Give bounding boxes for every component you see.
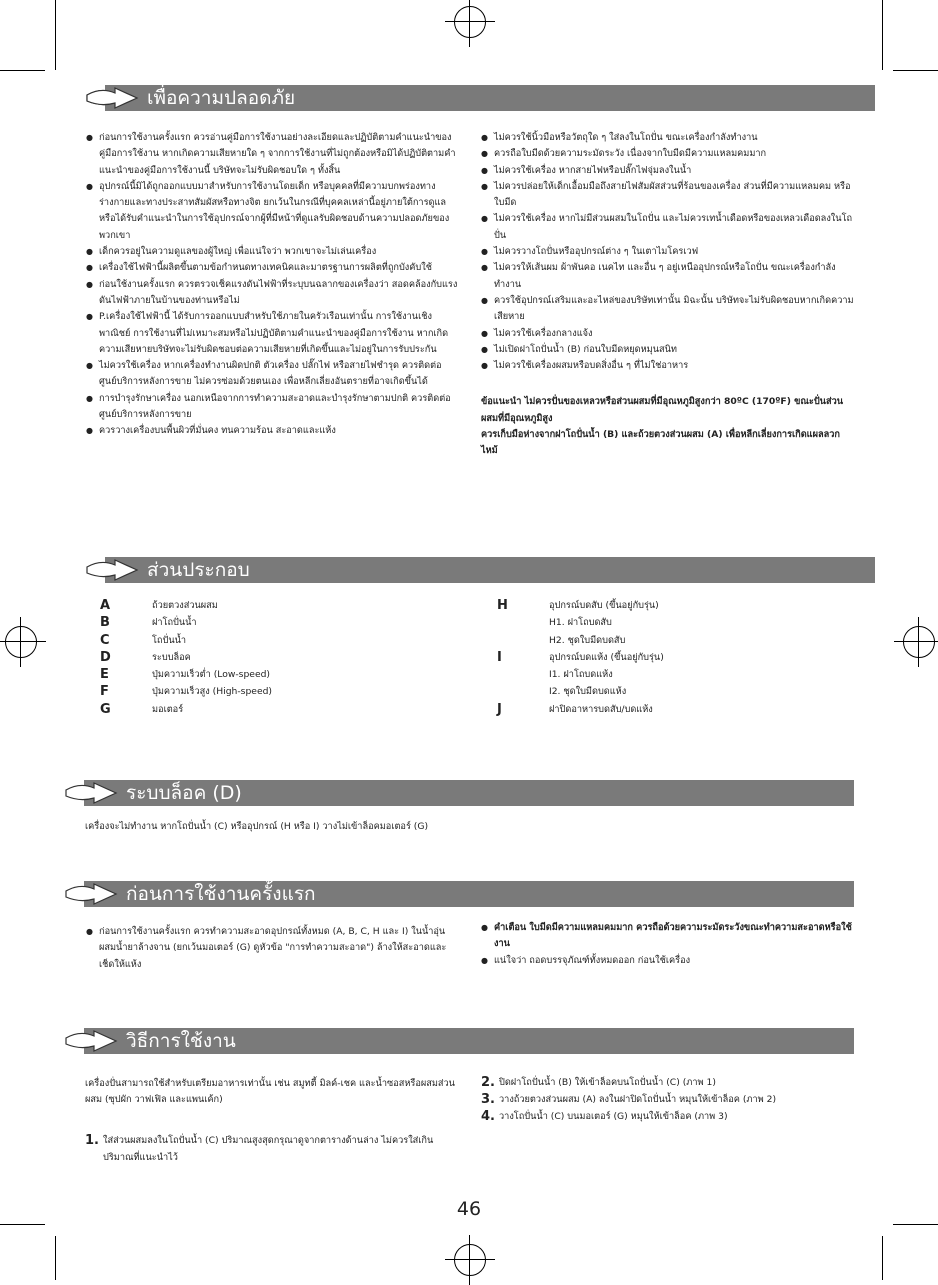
part-letter: D — [100, 649, 111, 665]
bullet-item: ● ควรใช้อุปกรณ์เสริมและอะไหล่ของบริษัทเท่านั้น มิฉะนั้น บริษัทจะไม่รับผิดชอบหากเกิดความเสียหาย — [481, 293, 854, 326]
bullet-item: ● ไม่ควรใช้เครื่องกลางแจ้ง — [481, 326, 854, 342]
bullet-item: ● ไม่เปิดฝาโถปั่นน้ำ (B) ก่อนใบมีดหยุดหมุนสนิท — [481, 342, 854, 358]
part-item — [100, 666, 440, 683]
part-item — [100, 597, 440, 614]
arrow-icon — [85, 85, 141, 111]
part-item — [100, 632, 440, 649]
section-title: วิธีการใช้งาน — [126, 1030, 236, 1052]
bullet-item: ● ไม่ควรใช้นิ้วมือหรือวัตถุใด ๆ ใส่ลงในโถปั่น ขณะเครื่องกำลังทำงาน — [481, 130, 854, 146]
part-letter: B — [100, 615, 110, 631]
section-title: เพื่อความปลอดภัย — [147, 87, 296, 109]
part-label: ถ้วยตวงส่วนผสม — [152, 600, 218, 611]
registration-mark — [454, 6, 486, 38]
part-letter: A — [100, 598, 111, 613]
bullet-item: ● ไม่ควรใช้เครื่องผสมหรือบดสิ่งอื่น ๆ ที่ไม่ใช่อาหาร — [481, 358, 854, 374]
safety-right-column — [481, 130, 854, 460]
part-item — [100, 683, 440, 700]
crop-mark — [882, 0, 883, 70]
part-item-j: J ฝาปิดอาหารบดสับ/บดแห้ง — [497, 701, 653, 717]
step-number: 1. — [85, 1133, 99, 1148]
warning-item: ● คำเตือน ใบมีดมีความแหลมคมมาก ควรถือด้วยความระมัดระวังขณะทำความสะอาดหรือใช้งาน — [481, 920, 854, 953]
section-title: ระบบล็อค (D) — [126, 782, 242, 804]
bullet-item: ● ก่อนการใช้งานครั้งแรก ควรทำความสะอาดอุปกรณ์ทั้งหมด (A, B, C, H และ I) ในน้ำอุ่นผสมน้ำยาล้างจาน (ยกเว้นมอเตอร์ (G) ดูหัวข้อ "การทำความสะอาด") ล้างให้สะอาดและเช็ดให้แห้ง — [86, 924, 458, 973]
bullet-item: ● การบำรุงรักษาเครื่อง นอกเหนือจากการทำความสะอาดและบำรุงรักษาตามปกติ ควรติดต่อศูนย์บริการหลังการขาย — [86, 391, 458, 424]
part-label: ปุ่มความเร็วต่ำ (Low-speed) — [152, 669, 271, 681]
bullet-item: ● ก่อนใช้งานครั้งแรก ควรตรวจเช็คแรงดันไฟฟ้าที่ระบุบนฉลากของเครื่องว่า สอดคล้องกับแรงดันไฟฟ้าภายในบ้านของท่านหรือไม่ — [86, 277, 458, 310]
bullet-item: ● ไม่ควรวางโถปั่นหรืออุปกรณ์ต่าง ๆ ในเตาไมโครเวฟ — [481, 244, 854, 260]
part-item — [100, 649, 440, 666]
bullet-item: ● เครื่องใช้ไฟฟ้านี้ผลิตขึ้นตามข้อกำหนดทางเทคนิคและมาตรฐานการผลิตที่ถูกบังคับใช้ — [86, 260, 458, 276]
parts-left-list — [100, 597, 440, 718]
part-item-h: H อุปกรณ์บดสับ (ขึ้นอยู่กับรุ่น) — [497, 598, 659, 613]
step-number: 2. — [481, 1075, 495, 1090]
bullet-item: ● P.เครื่องใช้ไฟฟ้านี้ ได้รับการออกแบบสำหรับใช้ภายในครัวเรือนเท่านั้น การใช้งานเชิงพาณิชย์ การใช้งานที่ไม่เหมาะสมหรือไม่ปฏิบัติตามคำแนะนำของคู่มือการใช้งาน หากเกิดความเสียหายบริษัทจะไม่รับผิดชอบต่อความเสียหายที่เกิดขึ้นและไม่อยู่ในการรับประกัน — [86, 309, 458, 358]
section-header-safety — [85, 85, 875, 111]
section-header-lock — [64, 780, 854, 806]
crop-mark — [0, 1224, 45, 1225]
part-sub-item: I2. ชุดใบมีดบดแห้ง — [549, 686, 627, 698]
part-sub-item: I1. ฝาโถบดแห้ง — [549, 669, 613, 681]
page-number: 46 — [456, 1198, 482, 1220]
part-label: ระบบล็อค — [152, 651, 191, 663]
bullet-item: ● ไม่ควรปล่อยให้เด็กเอื้อมมือถึงสายไฟสัมผัสส่วนที่ร้อนของเครื่อง ส่วนที่มีความแหลมคม หรือใบมีด — [481, 179, 854, 212]
part-item — [100, 614, 440, 631]
section-header-usage — [64, 1028, 854, 1054]
step-text: ปิดฝาโถปั่นน้ำ (B) ให้เข้าล็อคบนโถปั่นน้ำ (C) (ภาพ 1) — [499, 1077, 716, 1088]
bullet-item: ● แน่ใจว่า ถอดบรรจุภัณฑ์ทั้งหมดออก ก่อนใช้เครื่อง — [481, 953, 854, 969]
parts-right-list — [497, 597, 837, 718]
step-number: 3. — [481, 1092, 495, 1107]
before-right-column — [481, 920, 854, 969]
crop-mark — [882, 1236, 883, 1280]
arrow-icon — [64, 780, 120, 806]
usage-step — [481, 1074, 861, 1091]
usage-step — [85, 1132, 458, 1166]
section-header-before — [64, 881, 854, 907]
arrow-icon — [85, 557, 141, 583]
part-letter: G — [100, 701, 111, 717]
section-title: ก่อนการใช้งานครั้งแรก — [126, 883, 316, 905]
bullet-item: ● ไม่ควรใช้เครื่อง หากไม่มีส่วนผสมในโถปั่น และไม่ควรเทน้ำเดือดหรือของเหลวเดือดลงในโถปั่น — [481, 211, 854, 244]
registration-mark — [903, 626, 935, 658]
part-letter: C — [100, 632, 110, 648]
safety-left-column — [86, 130, 458, 440]
usage-step — [481, 1091, 861, 1108]
usage-steps-right — [481, 1074, 861, 1125]
crop-mark — [55, 1236, 56, 1280]
lock-text: เครื่องจะไม่ทำงาน หากโถปั่นน้ำ (C) หรืออุปกรณ์ (H หรือ I) วางไม่เข้าล็อคมอเตอร์ (G) — [85, 821, 429, 832]
crop-mark — [893, 70, 938, 71]
bullet-item: ● อุปกรณ์นี้มิได้ถูกออกแบบมาสำหรับการใช้งานโดยเด็ก หรือบุคคลที่มีความบกพร่องทางร่างกายและทางประสาทสัมผัสหรือทางจิต ยกเว้นในกรณีที่บุคคลเหล่านี้อยู่ภายใต้การดูแลหรือได้รับคำแนะนำในการใช้อุปกรณ์จากผู้ที่มีหน้าที่ดูแลรับผิดชอบด้านความปลอดภัยของพวกเขา — [86, 179, 458, 244]
usage-step — [481, 1108, 861, 1125]
part-item-i: I อุปกรณ์บดแห้ง (ขึ้นอยู่กับรุ่น) — [497, 649, 664, 665]
step-number: 4. — [481, 1109, 495, 1124]
section-title: ส่วนประกอบ — [147, 559, 250, 581]
bullet-item: ● ไม่ควรใช้เครื่อง หากสายไฟหรือปลั๊กไฟจุ่มลงในน้ำ — [481, 163, 854, 179]
usage-steps-left — [85, 1132, 458, 1166]
step-text: วางโถปั่นน้ำ (C) บนมอเตอร์ (G) หมุนให้เข้าล็อค (ภาพ 3) — [499, 1111, 728, 1122]
bullet-item: ● ควรถือใบมีดด้วยความระมัดระวัง เนื่องจากใบมีดมีความแหลมคมมาก — [481, 146, 854, 162]
step-text: ใส่ส่วนผสมลงในโถปั่นน้ำ (C) ปริมาณสูงสุดกรุณาดูจากตารางด้านล่าง ไม่ควรใส่เกินปริมาณที่แนะนำไว้ — [103, 1135, 434, 1163]
part-label: มอเตอร์ — [152, 703, 184, 715]
crop-mark — [893, 1224, 938, 1225]
crop-mark — [55, 0, 56, 70]
crop-mark — [0, 70, 45, 71]
advice-line-1: ข้อแนะนำ ไม่ควรปั่นของเหลวหรือส่วนผสมที่มีอุณหภูมิสูงกว่า 80ºC (170ºF) ขณะปั่นส่วนผสมที่มีอุณหภูมิสูง — [481, 396, 844, 424]
usage-intro: เครื่องปั่นสามารถใช้สำหรับเตรียมอาหารเท่านั้น เช่น สมูทตี้ มิลค์-เชค และน้ำซอสหรือผสมส่วนผสม (ซุปผัก วาฟเฟิล และแพนเค้ก) — [85, 1078, 455, 1106]
part-label: โถปั่นน้ำ — [152, 634, 187, 646]
part-sub-item: H1. ฝาโถบดสับ — [549, 617, 612, 629]
part-letter: F — [100, 684, 109, 700]
bullet-item: ● ไม่ควรใช้เครื่อง หากเครื่องทำงานผิดปกติ ตัวเครื่อง ปลั๊กไฟ หรือสายไฟชำรุด ควรติดต่อศูนย์บริการหลังการขาย ไม่ควรซ่อมด้วยตนเอง เพื่อหลีกเลี่ยงอันตรายที่อาจเกิดขึ้นได้ — [86, 358, 458, 391]
bullet-item: ● ควรวางเครื่องบนพื้นผิวที่มั่นคง ทนความร้อน สะอาดและแห้ง — [86, 423, 458, 439]
part-label: ปุ่มความเร็วสูง (High-speed) — [152, 686, 273, 698]
bullet-item: ● เด็กควรอยู่ในความดูแลของผู้ใหญ่ เพื่อแน่ใจว่า พวกเขาจะไม่เล่นเครื่อง — [86, 244, 458, 260]
arrow-icon — [64, 881, 120, 907]
part-sub-item: H2. ชุดใบมีดบดสับ — [549, 634, 626, 646]
advice-line-2: ควรเก็บมือห่างจากฝาโถปั่นน้ำ (B) และถ้วยตวงส่วนผสม (A) เพื่อหลีกเลี่ยงการเกิดแผลลวกไหม้ — [481, 429, 840, 457]
section-header-parts — [85, 557, 875, 583]
bullet-item: ● ไม่ควรให้เส้นผม ผ้าพันคอ เนคไท และอื่น ๆ อยู่เหนืออุปกรณ์หรือโถปั่น ขณะเครื่องกำลังทำงาน — [481, 260, 854, 293]
part-letter: E — [100, 667, 109, 683]
registration-mark — [454, 1244, 486, 1276]
part-item — [100, 701, 440, 718]
bullet-item: ● ก่อนการใช้งานครั้งแรก ควรอ่านคู่มือการใช้งานอย่างละเอียดและปฏิบัติตามคำแนะนำของคู่มือการใช้งาน หากเกิดความเสียหายใด ๆ จากการใช้งานที่ไม่ถูกต้องหรือมิได้ปฏิบัติตามคำแนะนำของคู่มือการใช้งานนี้ บริษัทจะไม่รับผิดชอบใด ๆ ทั้งสิ้น — [86, 130, 458, 179]
step-text: วางถ้วยตวงส่วนผสม (A) ลงในฝาปิดโถปั่นน้ำ หมุนให้เข้าล็อค (ภาพ 2) — [499, 1094, 777, 1105]
registration-mark — [5, 626, 37, 658]
before-left-column — [86, 924, 458, 973]
part-label: ฝาโถปั่นน้ำ — [152, 617, 197, 629]
arrow-icon — [64, 1028, 120, 1054]
